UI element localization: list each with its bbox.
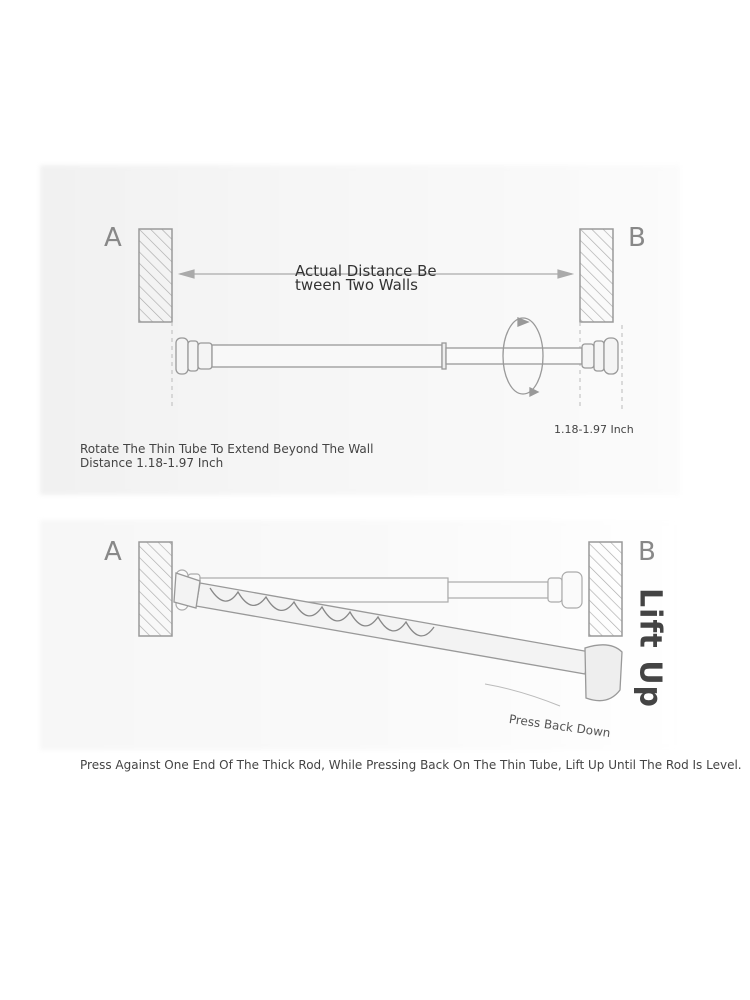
measure-label: 1.18-1.97 Inch (554, 423, 634, 436)
step2-caption: Press Against One End Of The Thick Rod, While Pressing Back On The Thin Tube, Lift Up Until The Rod Is Level. (80, 758, 742, 772)
wall-b-label-2: B (638, 537, 656, 567)
wall-b-bottom (589, 542, 622, 636)
wall-b-label: B (628, 223, 646, 253)
step1-caption-line1: Rotate The Thin Tube To Extend Beyond The Wall (80, 442, 374, 456)
step1-caption-line2: Distance 1.18-1.97 Inch (80, 456, 224, 470)
wall-a-top (139, 229, 172, 322)
wall-a-label: A (104, 223, 122, 253)
diagram-2 (139, 542, 622, 706)
press-back-down-label: Press Back Down (508, 712, 612, 741)
distance-title-line2: tween Two Walls (295, 276, 418, 294)
tension-rod-top (176, 338, 618, 374)
step1-caption (80, 442, 373, 470)
press-down-mark (485, 684, 560, 706)
wall-a-label-2: A (104, 537, 122, 567)
wall-a-bottom (139, 542, 172, 636)
distance-title (295, 264, 437, 292)
wall-b-top (580, 229, 613, 322)
distance-title-line1: Actual Distance Be (295, 262, 437, 280)
diagram-1 (139, 229, 622, 410)
lift-up-label: Lift Up (632, 587, 668, 709)
